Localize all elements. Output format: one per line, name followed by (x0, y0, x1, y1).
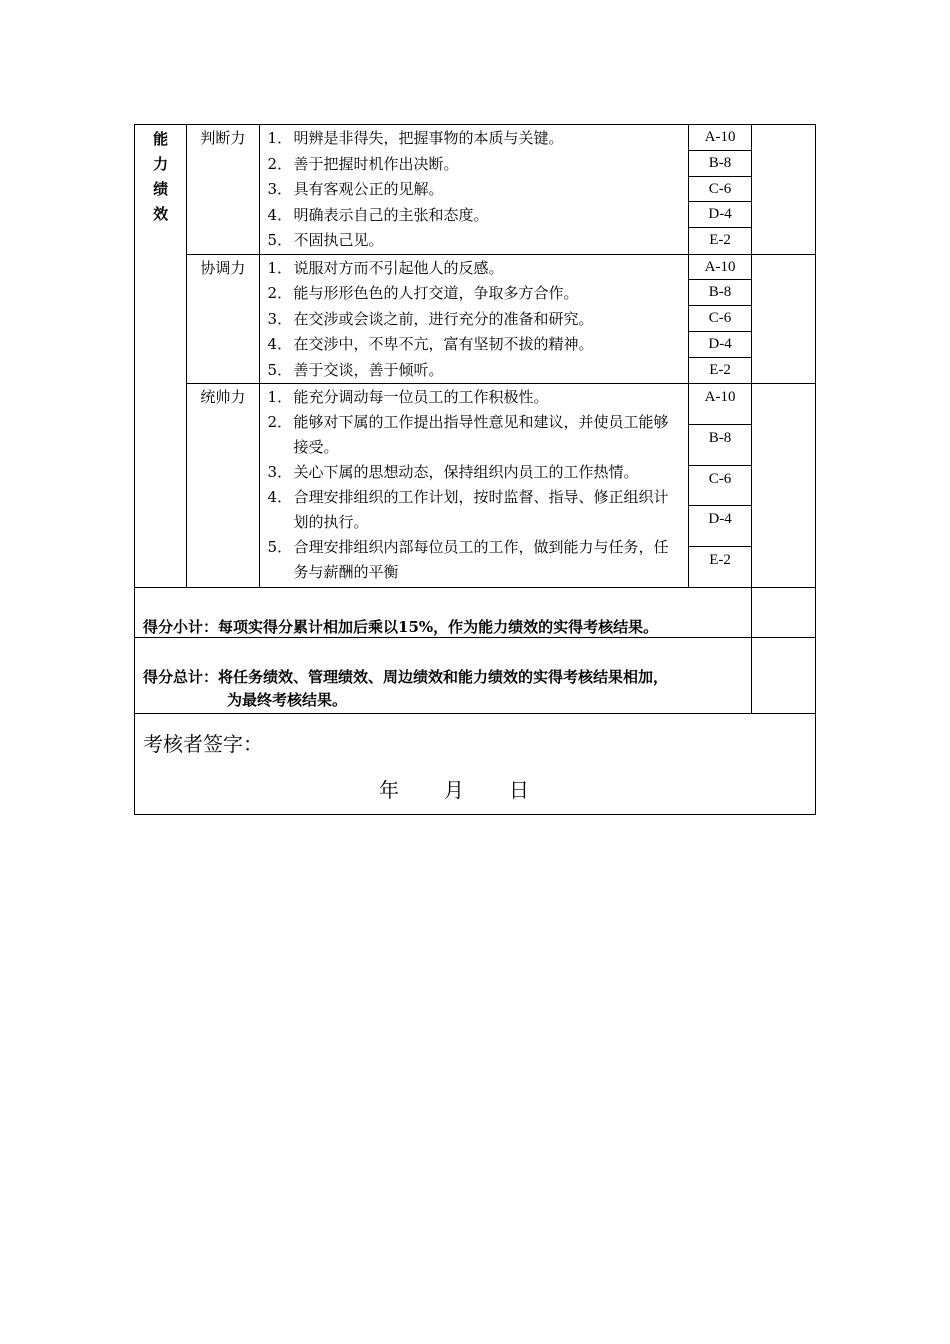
grade-option[interactable]: B-8 (689, 425, 750, 466)
grade-option[interactable]: E-2 (709, 361, 731, 378)
date-month: 月 (444, 777, 464, 802)
grade-option[interactable]: E-2 (709, 232, 731, 249)
list-item: 3． 在交涉或会谈之前，进行充分的准备和研究。 (267, 309, 594, 328)
grade-option[interactable]: E-2 (709, 552, 731, 569)
criterion-items (259, 125, 689, 255)
signature-row (135, 713, 816, 814)
signature-label: 考核者签字： (143, 731, 263, 756)
grade-option[interactable]: D-4 (689, 332, 750, 358)
criterion-items (259, 384, 689, 588)
score-field[interactable] (751, 125, 815, 255)
criterion-name: 协调力 (187, 254, 259, 384)
list-item: 3． 具有客观公正的见解。 (267, 180, 444, 198)
grade-option[interactable]: C-6 (689, 177, 750, 203)
score-field[interactable] (751, 384, 815, 588)
list-item: 2． 能够对下属的工作提出指导性意见和建议，并使员工能够接受。 (267, 413, 669, 456)
grade-option[interactable]: D-4 (689, 202, 750, 228)
subtotal-text: 得分小计：每项实得分累计相加后乘以15%，作为能力绩效的实得考核结果。 (135, 587, 752, 637)
section-row-leadership (135, 384, 816, 588)
total-text: 得分总计：将任务绩效、管理绩效、周边绩效和能力绩效的实得考核结果相加， 为最终考核结果。 (135, 637, 752, 713)
grade-option[interactable]: A-10 (689, 125, 750, 151)
date-line (379, 774, 529, 803)
grade-option[interactable]: A-10 (689, 255, 750, 281)
grade-option[interactable]: B-8 (689, 280, 750, 306)
grade-option[interactable]: C-6 (689, 466, 750, 507)
date-day: 日 (509, 777, 529, 802)
list-item: 2． 善于把握时机作出决断。 (267, 154, 459, 173)
list-item: 1． 明辨是非得失，把握事物的本质与关键。 (267, 129, 564, 147)
list-item: 4． 在交涉中，不卑不亢，富有坚韧不拔的精神。 (267, 335, 594, 353)
list-item: 2． 能与形形色色的人打交道，争取多方合作。 (267, 284, 579, 302)
ability-performance-table (134, 124, 816, 815)
grade-options (689, 254, 751, 384)
appraisal-form (134, 124, 816, 815)
grade-option[interactable]: D-4 (689, 506, 750, 547)
list-item: 4． 明确表示自己的主张和态度。 (267, 205, 489, 224)
signature-area[interactable] (135, 713, 816, 814)
grade-options (689, 125, 751, 255)
criterion-name: 判断力 (187, 125, 259, 255)
grade-option[interactable]: A-10 (689, 384, 750, 425)
grade-option[interactable]: B-8 (689, 151, 750, 177)
grade-option[interactable]: C-6 (689, 306, 750, 332)
list-item: 5． 不固执己见。 (267, 231, 384, 249)
date-year: 年 (379, 777, 399, 802)
section-row-coordination (135, 254, 816, 384)
list-item: 1． 说服对方而不引起他人的反感。 (267, 258, 504, 277)
list-item: 1． 能充分调动每一位员工的工作积极性。 (267, 388, 549, 406)
list-item: 4． 合理安排组织的工作计划，按时监督、指导、修正组织计划的执行。 (267, 488, 669, 531)
total-score-field[interactable] (751, 637, 815, 713)
subtotal-row (135, 587, 816, 637)
category-label: 能 力 绩 效 (135, 125, 187, 588)
grade-options (689, 384, 751, 588)
subtotal-score-field[interactable] (751, 587, 815, 637)
criterion-name: 统帅力 (187, 384, 259, 588)
list-item: 5． 善于交谈，善于倾听。 (267, 360, 444, 379)
score-field[interactable] (751, 254, 815, 384)
section-row-judgment (135, 125, 816, 255)
list-item: 3． 关心下属的思想动态，保持组织内员工的工作热情。 (267, 463, 639, 481)
list-item: 5． 合理安排组织内部每位员工的工作，做到能力与任务，任务与薪酬的平衡 (267, 538, 669, 581)
criterion-items (259, 254, 689, 384)
total-row (135, 637, 816, 713)
